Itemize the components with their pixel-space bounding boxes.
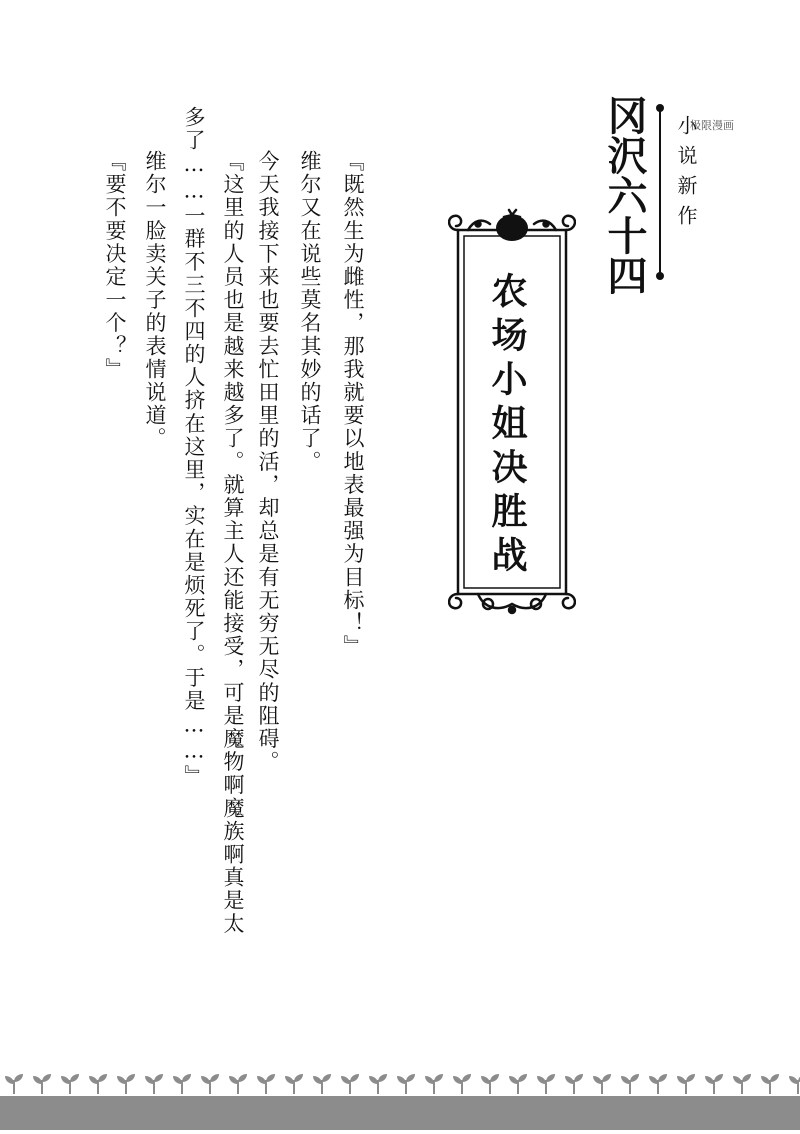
body-column-6: 维尔一脸卖关子的表情说道。: [143, 150, 167, 451]
body-column-3: 今天我接下来也要去忙田里的活，却总是有无穷无尽的阻碍。: [256, 150, 280, 774]
watermark: 极限漫画: [690, 119, 734, 132]
body-column-2: 维尔又在说些莫名其妙的话了。: [298, 150, 322, 474]
series-label: 小说新作: [674, 115, 698, 235]
chapter-title: 农场小姐决胜战: [486, 272, 527, 580]
body-column-5: 多了……一群不三不四的人挤在这里，实在是烦死了。于是……』: [182, 106, 206, 788]
tomato-icon: [492, 204, 532, 244]
body-column-7: 『要不要决定一个？』: [103, 150, 127, 381]
body-column-4: 『这里的人员也是越来越多了。就算主人还能接受，可是魔物啊魔族啊真是太: [221, 150, 245, 936]
rule-dot-bottom: [656, 272, 664, 280]
rule-line: [659, 108, 661, 276]
body-column-1: 『既然生为雌性，那我就要以地表最强为目标！』: [341, 150, 365, 659]
series-rule: [658, 104, 662, 280]
chapter-number: 冈沢六十四: [601, 95, 647, 295]
bottom-decoration-strip: [0, 1068, 800, 1130]
sprout-pattern-icon: [0, 1068, 800, 1130]
